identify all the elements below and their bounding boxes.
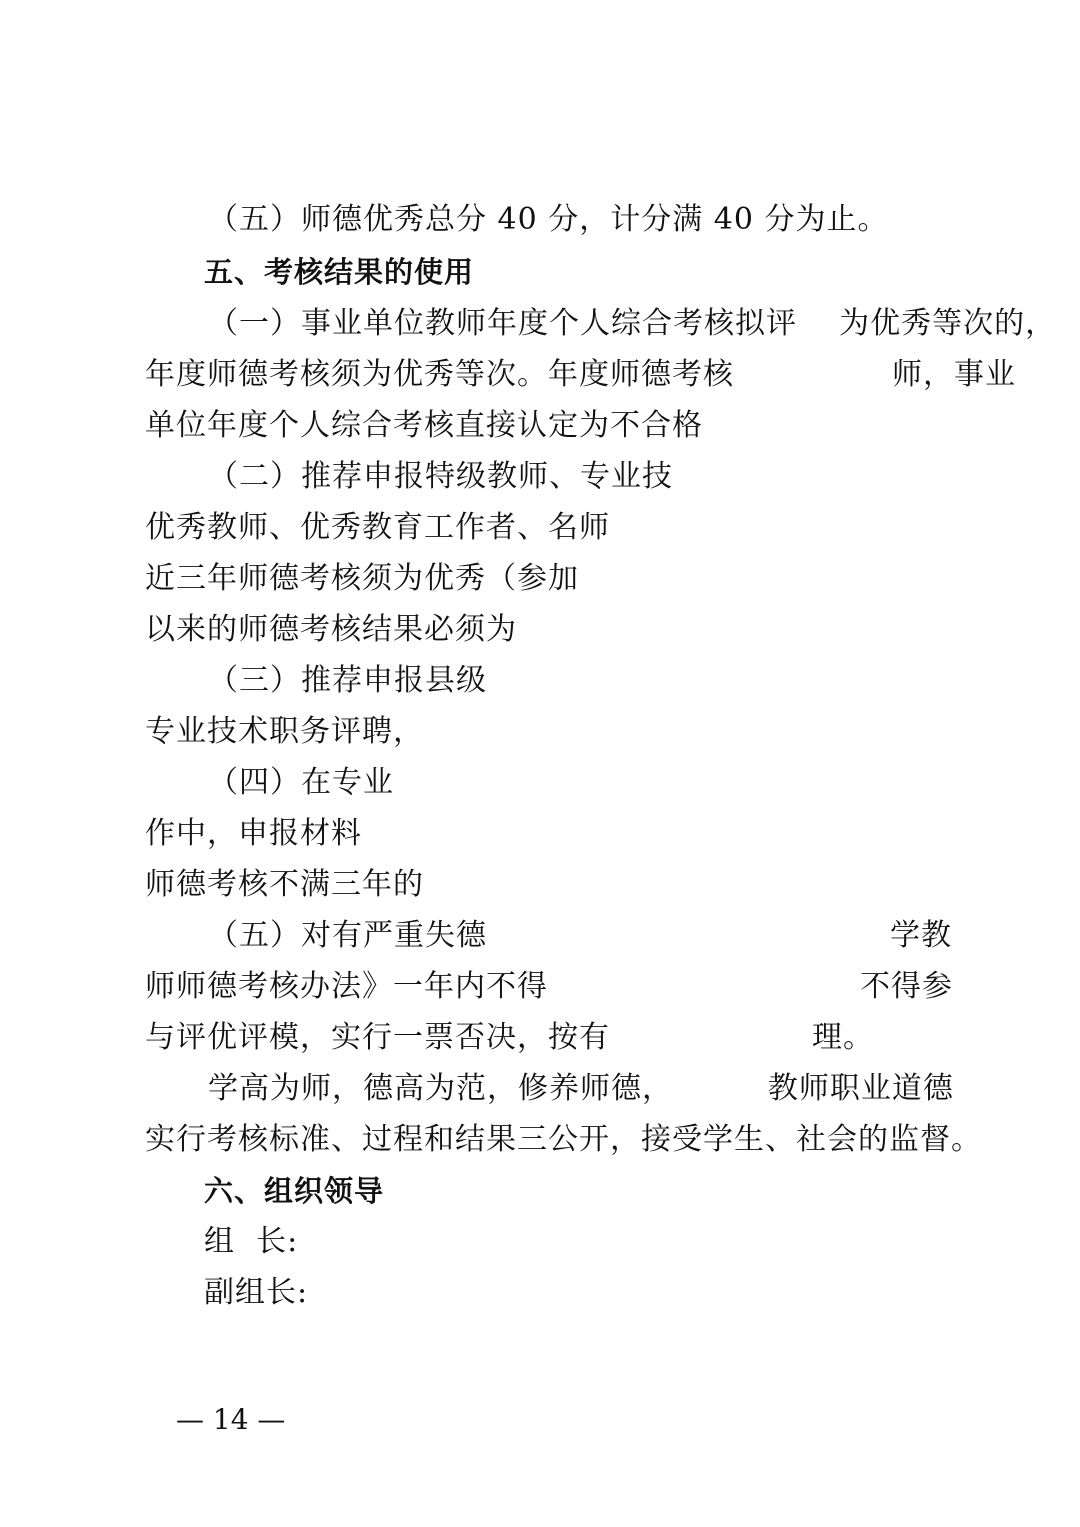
paragraph-line-16: 师师德考核办法》一年内不得 <box>145 969 548 1004</box>
section-heading-6: 六、组织领导 <box>204 1174 385 1208</box>
paragraph-line-9: 以来的师德考核结果必须为 <box>145 612 517 647</box>
paragraph-line-18: 学高为师，德高为范，修养师德， 教师职业道德 <box>208 1071 954 1106</box>
paragraph-line-15: （五）对有严重失德 <box>208 918 487 953</box>
paragraph-line-6: （二）推荐申报特级教师、专业技 <box>208 459 673 494</box>
paragraph-line-1: （五）师德优秀总分 40 分，计分满 40 分为止。 <box>208 202 889 237</box>
paragraph-line-10: （三）推荐申报县级 <box>208 663 487 698</box>
paragraph-line-3: （一）事业单位教师年度个人综合考核拟评 为优秀等次的， <box>208 306 1057 341</box>
paragraph-line-16-tail: 不得参 <box>860 969 953 1004</box>
paragraph-line-15-tail: 学教 <box>890 918 952 953</box>
deputy-group-leader-label: 副组长: <box>204 1275 309 1310</box>
paragraph-line-11: 专业技术职务评聘， <box>145 714 424 749</box>
group-leader-label: 组 长: <box>204 1224 299 1259</box>
paragraph-line-12: （四）在专业 <box>208 765 394 800</box>
paragraph-line-17: 与评优评模，实行一票否决，按有 <box>145 1020 610 1055</box>
page-number: — 14 — <box>176 1403 286 1436</box>
paragraph-line-7: 优秀教师、优秀教育工作者、名师 <box>145 510 610 545</box>
paragraph-line-14: 师德考核不满三年的 <box>145 867 424 902</box>
paragraph-line-19: 实行考核标准、过程和结果三公开，接受学生、社会的监督。 <box>145 1122 982 1157</box>
paragraph-line-13: 作中，申报材料 <box>145 816 362 851</box>
paragraph-line-5: 单位年度个人综合考核直接认定为不合格 <box>145 408 703 443</box>
paragraph-line-4: 年度师德考核须为优秀等次。年度师德考核 师，事业 <box>145 357 1017 392</box>
paragraph-line-17-tail: 理。 <box>812 1020 874 1055</box>
paragraph-line-8: 近三年师德考核须为优秀（参加 <box>145 561 579 596</box>
section-heading-5: 五、考核结果的使用 <box>204 255 475 289</box>
